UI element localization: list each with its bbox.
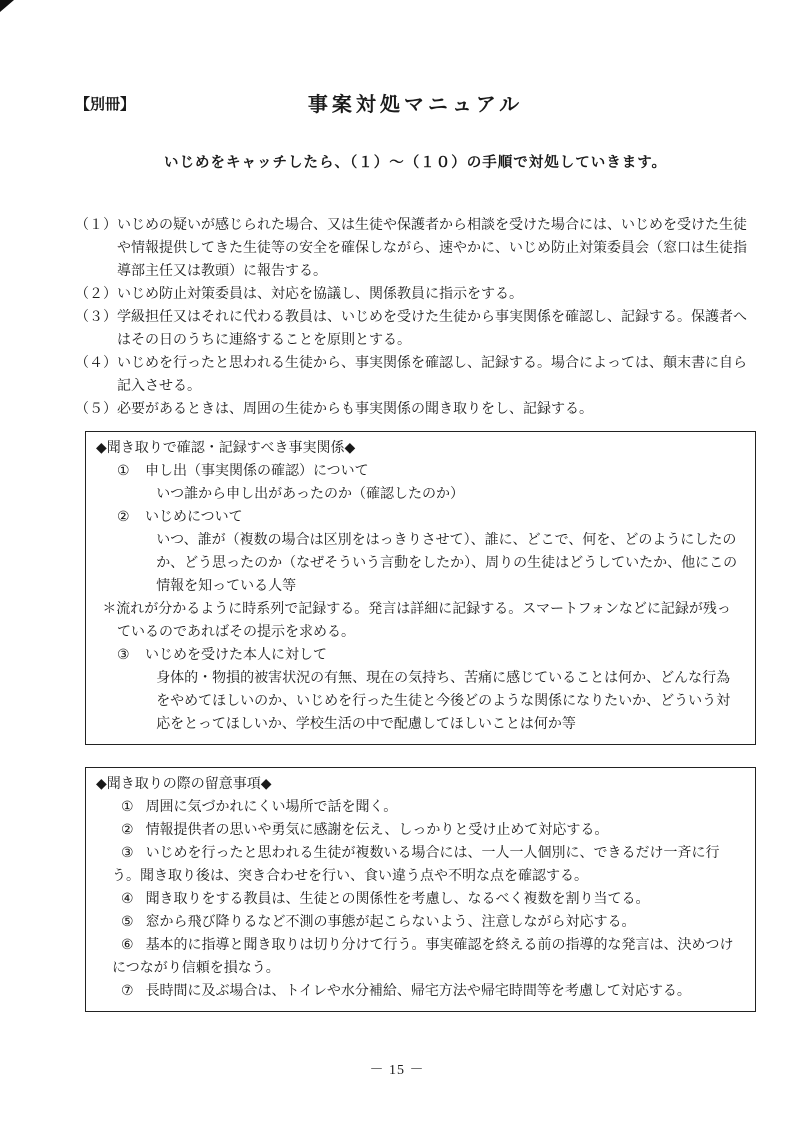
fact-item-3-title: いじめを受けた本人に対して <box>144 648 327 663</box>
caution-item-1 <box>96 796 743 819</box>
caution-item-4-number: ④ <box>121 892 134 907</box>
document-header <box>75 88 756 118</box>
fact-item-2-detail: いつ、誰が（複数の場合は区別をはっきりさせて）、誰に、どこで、何を、どのようにしたのか、どう思ったのか（なぜそういう言動をしたか）、周りの生徒はどうしていたか、他にこの情報を知っている人等 <box>156 533 738 594</box>
fact-item-3-detail: 身体的・物損的被害状況の有無、現在の気持ち、苦痛に感じていることは何か、どんな行為をやめてほしいのか、いじめを行った生徒と今後どのような関係になりたいか、どういう対応をとってほしいか、学校生活の中で配慮してほしいことは何か等 <box>156 671 731 732</box>
fact-item-2-number: ② <box>117 510 130 525</box>
fact-item-1-head <box>96 460 743 483</box>
caution-item-1-number: ① <box>121 800 134 815</box>
caution-item-6-number: ⑥ <box>121 938 134 953</box>
caution-item-2-text: 情報提供者の思いや勇気に感謝を伝え、しっかりと受け止めて対応する。 <box>145 823 609 838</box>
page-title: 事案対処マニュアル <box>307 94 524 116</box>
fact-item-3-number: ③ <box>117 648 130 663</box>
caution-box-heading: ◆聞き取りの際の留意事項◆ <box>96 777 272 792</box>
caution-item-7-number: ⑦ <box>121 984 134 999</box>
caution-item-5-number: ⑤ <box>121 915 134 930</box>
caution-item-7-text: 長時間に及ぶ場合は、トイレや水分補給、帰宅方法や帰宅時間等を考慮して対応する。 <box>145 984 691 999</box>
caution-item-6-text: 基本的に指導と聞き取りは切り分けて行う。事実確認を終える前の指導的な発言は、決めつけにつながり信頼を損なう。 <box>112 938 734 976</box>
caution-box <box>85 767 756 1012</box>
caution-item-5 <box>96 911 743 934</box>
procedure-step-5: （５）必要があるときは、周囲の生徒からも事実関係の聞き取りをし、記録する。 <box>75 402 593 417</box>
caution-item-6 <box>96 934 743 980</box>
caution-item-2 <box>96 819 743 842</box>
caution-item-7 <box>96 980 743 1003</box>
caution-item-2-number: ② <box>121 823 134 838</box>
fact-item-1-number: ① <box>117 464 130 479</box>
fact-item-2-title: いじめについて <box>144 510 243 525</box>
fact-item-3 <box>96 644 743 736</box>
fact-item-2 <box>96 506 743 598</box>
caution-item-5-text: 窓から飛び降りるなど不測の事態が起こらないよう、注意しながら対応する。 <box>145 915 636 930</box>
caution-item-3-number: ③ <box>121 846 134 861</box>
scan-corner-artifact <box>0 0 14 12</box>
fact-item-1-detail: いつ誰から申し出があったのか（確認したのか） <box>156 487 465 502</box>
procedure-step-3: （３）学級担任又はそれに代わる教員は、いじめを受けた生徒から事実関係を確認し、記録する。保護者へはその日のうちに連絡することを原則とする。 <box>75 310 747 348</box>
fact-item-2-head <box>96 506 743 529</box>
fact-item-3-head <box>96 644 743 667</box>
procedure-step-1: （１）いじめの疑いが感じられた場合、又は生徒や保護者から相談を受けた場合には、いじめを受けた生徒や情報提供してきた生徒等の安全を確保しながら、速やかに、いじめ防止対策委員会（窓口は生徒指導部主任又は教頭）に報告する。 <box>75 218 747 279</box>
caution-item-4-text: 聞き取りをする教員は、生徒との関係性を考慮し、なるべく複数を割り当てる。 <box>145 892 650 907</box>
volume-label: 【別冊】 <box>75 96 136 113</box>
procedure-step-2: （２）いじめ防止対策委員は、対応を協議し、関係教員に指示をする。 <box>75 287 523 302</box>
document-subtitle: いじめをキャッチしたら、（１）～（１０）の手順で対処していきます。 <box>163 155 668 171</box>
page-number: － 15 － <box>369 1063 425 1078</box>
caution-item-4 <box>96 888 743 911</box>
fact-check-box <box>85 431 756 745</box>
caution-item-1-text: 周囲に気づかれにくい場所で話を聞く。 <box>145 800 398 815</box>
procedure-step-4: （４）いじめを行ったと思われる生徒から、事実関係を確認し、記録する。場合によっては、顛末書に自ら記入させる。 <box>75 356 747 394</box>
fact-item-1 <box>96 460 743 506</box>
caution-item-3 <box>96 842 743 888</box>
fact-box-heading: ◆聞き取りで確認・記録すべき事実関係◆ <box>96 441 356 456</box>
caution-item-3-text: いじめを行ったと思われる生徒が複数いる場合には、一人一人個別に、できるだけ一斉に行う。聞き取り後は、突き合わせを行い、食い違う点や不明な点を確認する。 <box>112 846 720 884</box>
fact-item-1-title: 申し出（事実関係の確認）について <box>144 464 369 479</box>
fact-box-note: ＊流れが分かるように時系列で記録する。発言は詳細に記録する。スマートフォンなどに記録が残っているのであればその提示を求める。 <box>102 602 731 640</box>
procedure-steps <box>75 214 756 421</box>
